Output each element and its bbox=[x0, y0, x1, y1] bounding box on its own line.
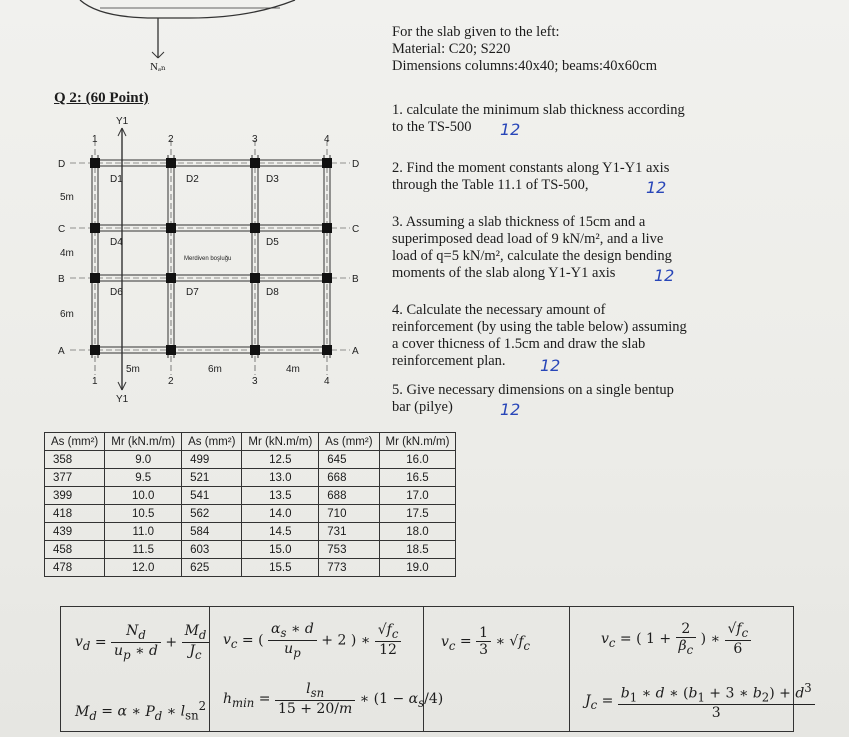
table-cell: 603 bbox=[182, 541, 242, 559]
row-left-c: C bbox=[58, 224, 66, 235]
dim-bottom-6m: 6m bbox=[208, 364, 222, 375]
score-q3: 12 bbox=[654, 266, 675, 285]
axis-top-4: 4 bbox=[324, 134, 330, 145]
slab-d4: D4 bbox=[110, 237, 123, 248]
dim-left-5m: 5m bbox=[60, 192, 74, 203]
table-header: Mr (kN.m/m) bbox=[379, 433, 456, 451]
question-4: 4. Calculate the necessary amount of reinforcement (by using the table below) assuming a cover thicness of 1.5cm and draw the slab reinforcement plan. bbox=[392, 302, 687, 369]
table-header: As (mm²) bbox=[319, 433, 379, 451]
dim-bottom-4m: 4m bbox=[286, 364, 300, 375]
question-title: Q 2: (60 Point) bbox=[54, 90, 149, 106]
question-5: 5. Give necessary dimensions on a single bentup bar (pilye) bbox=[392, 382, 674, 415]
table-cell: 478 bbox=[45, 559, 105, 577]
table-cell: 17.0 bbox=[379, 487, 456, 505]
question-3: 3. Assuming a slab thickness of 15cm and a superimposed dead load of 9 kN/m², and a live load of q=5 kN/m², calculate the design bending moments of the slab along Y1-Y1 axis bbox=[392, 214, 672, 281]
slab-d8: D8 bbox=[266, 287, 279, 298]
table-cell: 710 bbox=[319, 505, 379, 523]
table-cell: 9.5 bbox=[105, 469, 182, 487]
question-1: 1. calculate the minimum slab thickness according to the TS-500 bbox=[392, 102, 685, 135]
row-right-d: D bbox=[352, 159, 360, 170]
table-header-row bbox=[45, 433, 456, 451]
table-cell: 16.5 bbox=[379, 469, 456, 487]
table-cell: 541 bbox=[182, 487, 242, 505]
slab-d2: D2 bbox=[186, 174, 199, 185]
table-row bbox=[45, 469, 456, 487]
table-cell: 14.0 bbox=[242, 505, 319, 523]
table-cell: 773 bbox=[319, 559, 379, 577]
formula-vc: $v_c$ = ( $\frac{\alpha_s ∗ d}{u_p}$ + 2 ) ∗ $\frac{√f_c}{12}$ bbox=[223, 621, 401, 660]
table-cell: 18.0 bbox=[379, 523, 456, 541]
table-header: As (mm²) bbox=[45, 433, 105, 451]
intro-line-3: Dimensions columns:40x40; beams:40x60cm bbox=[392, 58, 658, 74]
formula-vc-simple: $v_c$ = $\frac{1}{3}$ ∗ $√f_c$ bbox=[441, 625, 531, 658]
table-header: Mr (kN.m/m) bbox=[242, 433, 319, 451]
question-2: 2. Find the moment constants along Y1-Y1 axis through the Table 11.1 of TS-500, bbox=[392, 160, 670, 193]
table-cell: 458 bbox=[45, 541, 105, 559]
table-cell: 499 bbox=[182, 451, 242, 469]
formula-hmin: $h_{min}$ = $\frac{l_{sn}}{15 + 20/m}$ ∗ $(1 - \alpha_s/4)$ bbox=[223, 681, 444, 717]
slab-floor-plan bbox=[50, 110, 390, 410]
table-cell: 12.0 bbox=[105, 559, 182, 577]
table-cell: 13.5 bbox=[242, 487, 319, 505]
table-cell: 11.0 bbox=[105, 523, 182, 541]
table-row bbox=[45, 451, 456, 469]
intro-line-1: For the slab given to the left: bbox=[392, 24, 560, 40]
table-cell: 753 bbox=[319, 541, 379, 559]
row-right-c: C bbox=[352, 224, 360, 235]
dim-left-6m: 6m bbox=[60, 309, 74, 320]
table-cell: 9.0 bbox=[105, 451, 182, 469]
reinforcement-table bbox=[44, 432, 456, 577]
table-cell: 418 bbox=[45, 505, 105, 523]
table-row bbox=[45, 487, 456, 505]
table-cell: 358 bbox=[45, 451, 105, 469]
slab-d5: D5 bbox=[266, 237, 279, 248]
table-cell: 14.5 bbox=[242, 523, 319, 541]
table-row bbox=[45, 523, 456, 541]
table-cell: 18.5 bbox=[379, 541, 456, 559]
table-cell: 377 bbox=[45, 469, 105, 487]
table-cell: 11.5 bbox=[105, 541, 182, 559]
table-cell: 15.5 bbox=[242, 559, 319, 577]
table-cell: 13.0 bbox=[242, 469, 319, 487]
score-q4: 12 bbox=[540, 356, 561, 375]
table-cell: 668 bbox=[319, 469, 379, 487]
table-cell: 399 bbox=[45, 487, 105, 505]
table-cell: 16.0 bbox=[379, 451, 456, 469]
axis-top-1: 1 bbox=[92, 134, 98, 145]
axis-bottom-4: 4 bbox=[324, 376, 330, 387]
row-left-d: D bbox=[58, 159, 66, 170]
formula-md: $M_d = \alpha$ ∗ $P_d$ ∗ $l_{sn}^2$ bbox=[75, 699, 207, 723]
intro-line-2: Material: C20; S220 bbox=[392, 41, 511, 57]
intro-block bbox=[392, 24, 657, 75]
slab-d3: D3 bbox=[266, 174, 279, 185]
score-q1: 12 bbox=[500, 120, 521, 139]
table-cell: 625 bbox=[182, 559, 242, 577]
slab-d6: D6 bbox=[110, 287, 123, 298]
table-cell: 731 bbox=[319, 523, 379, 541]
row-right-b: B bbox=[352, 274, 359, 285]
table-cell: 688 bbox=[319, 487, 379, 505]
table-row bbox=[45, 541, 456, 559]
table-cell: 562 bbox=[182, 505, 242, 523]
table-row bbox=[45, 505, 456, 523]
table-cell: 19.0 bbox=[379, 559, 456, 577]
table-header: As (mm²) bbox=[182, 433, 242, 451]
axis-bottom-1: 1 bbox=[92, 376, 98, 387]
row-left-a: A bbox=[58, 346, 65, 357]
axis-top-3: 3 bbox=[252, 134, 258, 145]
load-label: Nₐₙ bbox=[150, 61, 166, 73]
slab-d1: D1 bbox=[110, 174, 123, 185]
top-sketch bbox=[60, 0, 320, 75]
table-cell: 521 bbox=[182, 469, 242, 487]
row-right-a: A bbox=[352, 346, 359, 357]
table-cell: 10.0 bbox=[105, 487, 182, 505]
table-header: Mr (kN.m/m) bbox=[105, 433, 182, 451]
stair-note: Merdiven boşluğu bbox=[184, 256, 232, 262]
formula-box bbox=[60, 606, 812, 732]
table-cell: 439 bbox=[45, 523, 105, 541]
axis-bottom-3: 3 bbox=[252, 376, 258, 387]
table-cell: 12.5 bbox=[242, 451, 319, 469]
axis-top-y1: Y1 bbox=[116, 116, 129, 127]
axis-bottom-2: 2 bbox=[168, 376, 174, 387]
formula-vc-beta: $v_c$ = ( 1 + $\frac{2}{\beta_c}$ ) ∗ $\frac{√f_c}{6}$ bbox=[601, 621, 751, 657]
score-q2: 12 bbox=[646, 178, 667, 197]
formula-jc: $J_c$ = $\frac{b_1 ∗ d ∗ (b_1 + 3 ∗ b_2) + d^3}{3}$ bbox=[585, 681, 815, 721]
table-cell: 17.5 bbox=[379, 505, 456, 523]
formula-divider bbox=[569, 607, 570, 731]
table-cell: 15.0 bbox=[242, 541, 319, 559]
table-cell: 10.5 bbox=[105, 505, 182, 523]
table-cell: 645 bbox=[319, 451, 379, 469]
formula-vd: $v_d$ = $\frac{N_d}{u_p ∗ d}$ + $\frac{M_d}{J_c}$ bbox=[75, 623, 209, 662]
dim-bottom-5m: 5m bbox=[126, 364, 140, 375]
dim-left-4m: 4m bbox=[60, 248, 74, 259]
table-row bbox=[45, 559, 456, 577]
axis-top-2: 2 bbox=[168, 134, 174, 145]
table-cell: 584 bbox=[182, 523, 242, 541]
row-left-b: B bbox=[58, 274, 65, 285]
slab-d7: D7 bbox=[186, 287, 199, 298]
axis-bottom-y1: Y1 bbox=[116, 394, 129, 405]
score-q5: 12 bbox=[500, 400, 521, 419]
